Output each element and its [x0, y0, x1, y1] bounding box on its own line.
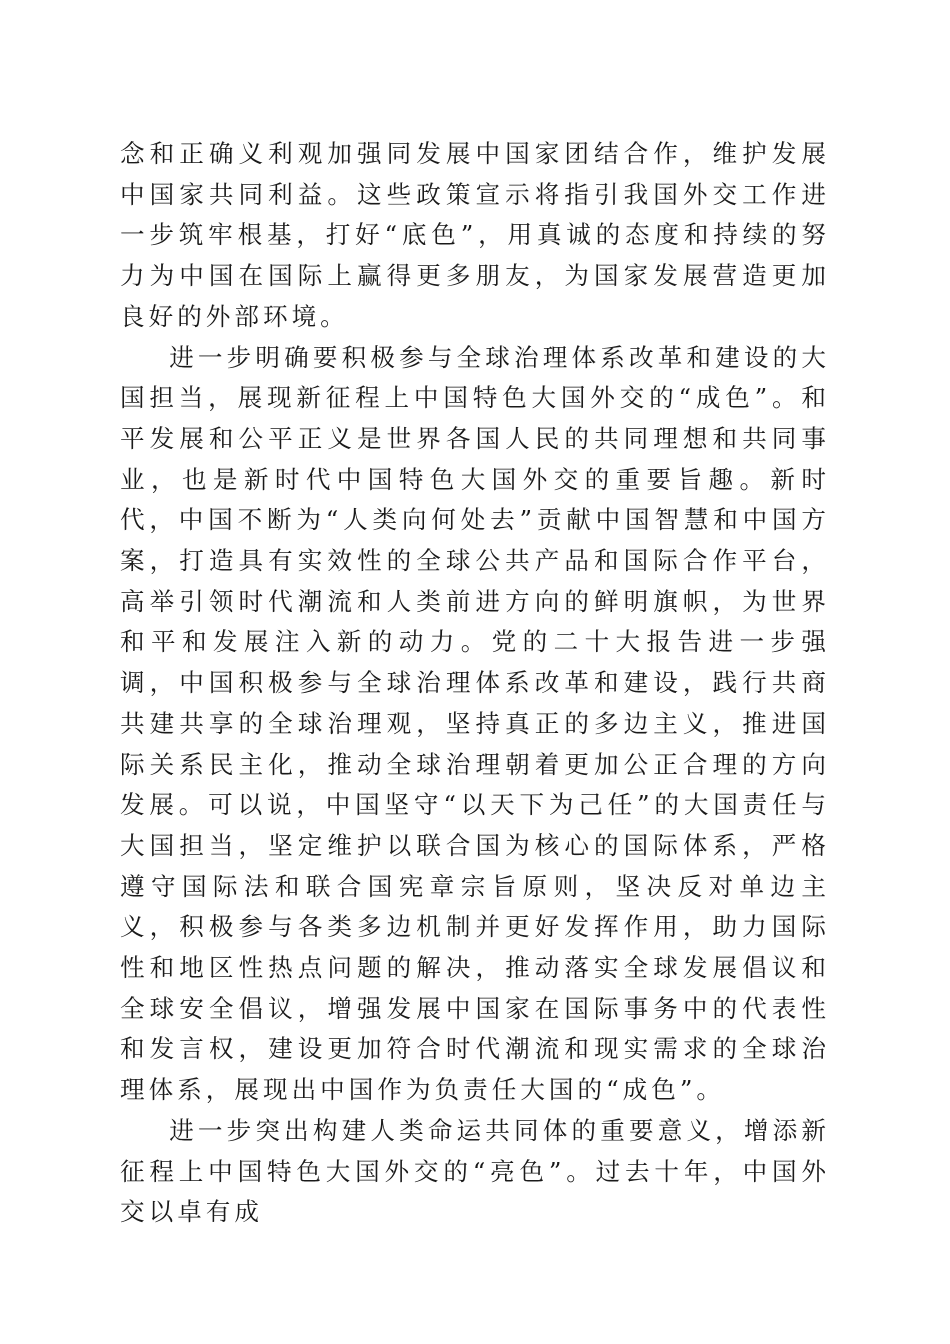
paragraph-continuation: 念和正确义利观加强同发展中国家团结合作，维护发展中国家共同利益。这些政策宣示将指引我国外交工作进一步筑牢根基，打好“底色”，用真诚的态度和持续的努力为中国在国际上赢得更多朋友，为国家发展营造更加良好的外部环境。: [120, 139, 830, 331]
paragraph-community-shared-future: 进一步突出构建人类命运共同体的重要意义，增添新征程上中国特色大国外交的“亮色”。过去十年，中国外交以卓有成: [120, 1115, 830, 1227]
paragraph-global-governance: 进一步明确要积极参与全球治理体系改革和建设的大国担当，展现新征程上中国特色大国外交的“成色”。和平发展和公平正义是世界各国人民的共同理想和共同事业，也是新时代中国特色大国外交的重要旨趣。新时代，中国不断为“人类向何处去”贡献中国智慧和中国方案，打造具有实效性的全球公共产品和国际合作平台，高举引领时代潮流和人类前进方向的鲜明旗帜，为世界和平和发展注入新的动力。党的二十大报告进一步强调，中国积极参与全球治理体系改革和建设，践行共商共建共享的全球治理观，坚持真正的多边主义，推进国际关系民主化，推动全球治理朝着更加公正合理的方向发展。可以说，中国坚守“以天下为己任”的大国责任与大国担当，坚定维护以联合国为核心的国际体系，严格遵守国际法和联合国宪章宗旨原则，坚决反对单边主义，积极参与各类多边机制并更好发挥作用，助力国际性和地区性热点问题的解决，推动落实全球发展倡议和全球安全倡议，增强发展中国家在国际事务中的代表性和发言权，建设更加符合时代潮流和现实需求的全球治理体系，展现出中国作为负责任大国的“成色”。: [120, 342, 830, 1105]
document-body: [120, 134, 830, 1233]
